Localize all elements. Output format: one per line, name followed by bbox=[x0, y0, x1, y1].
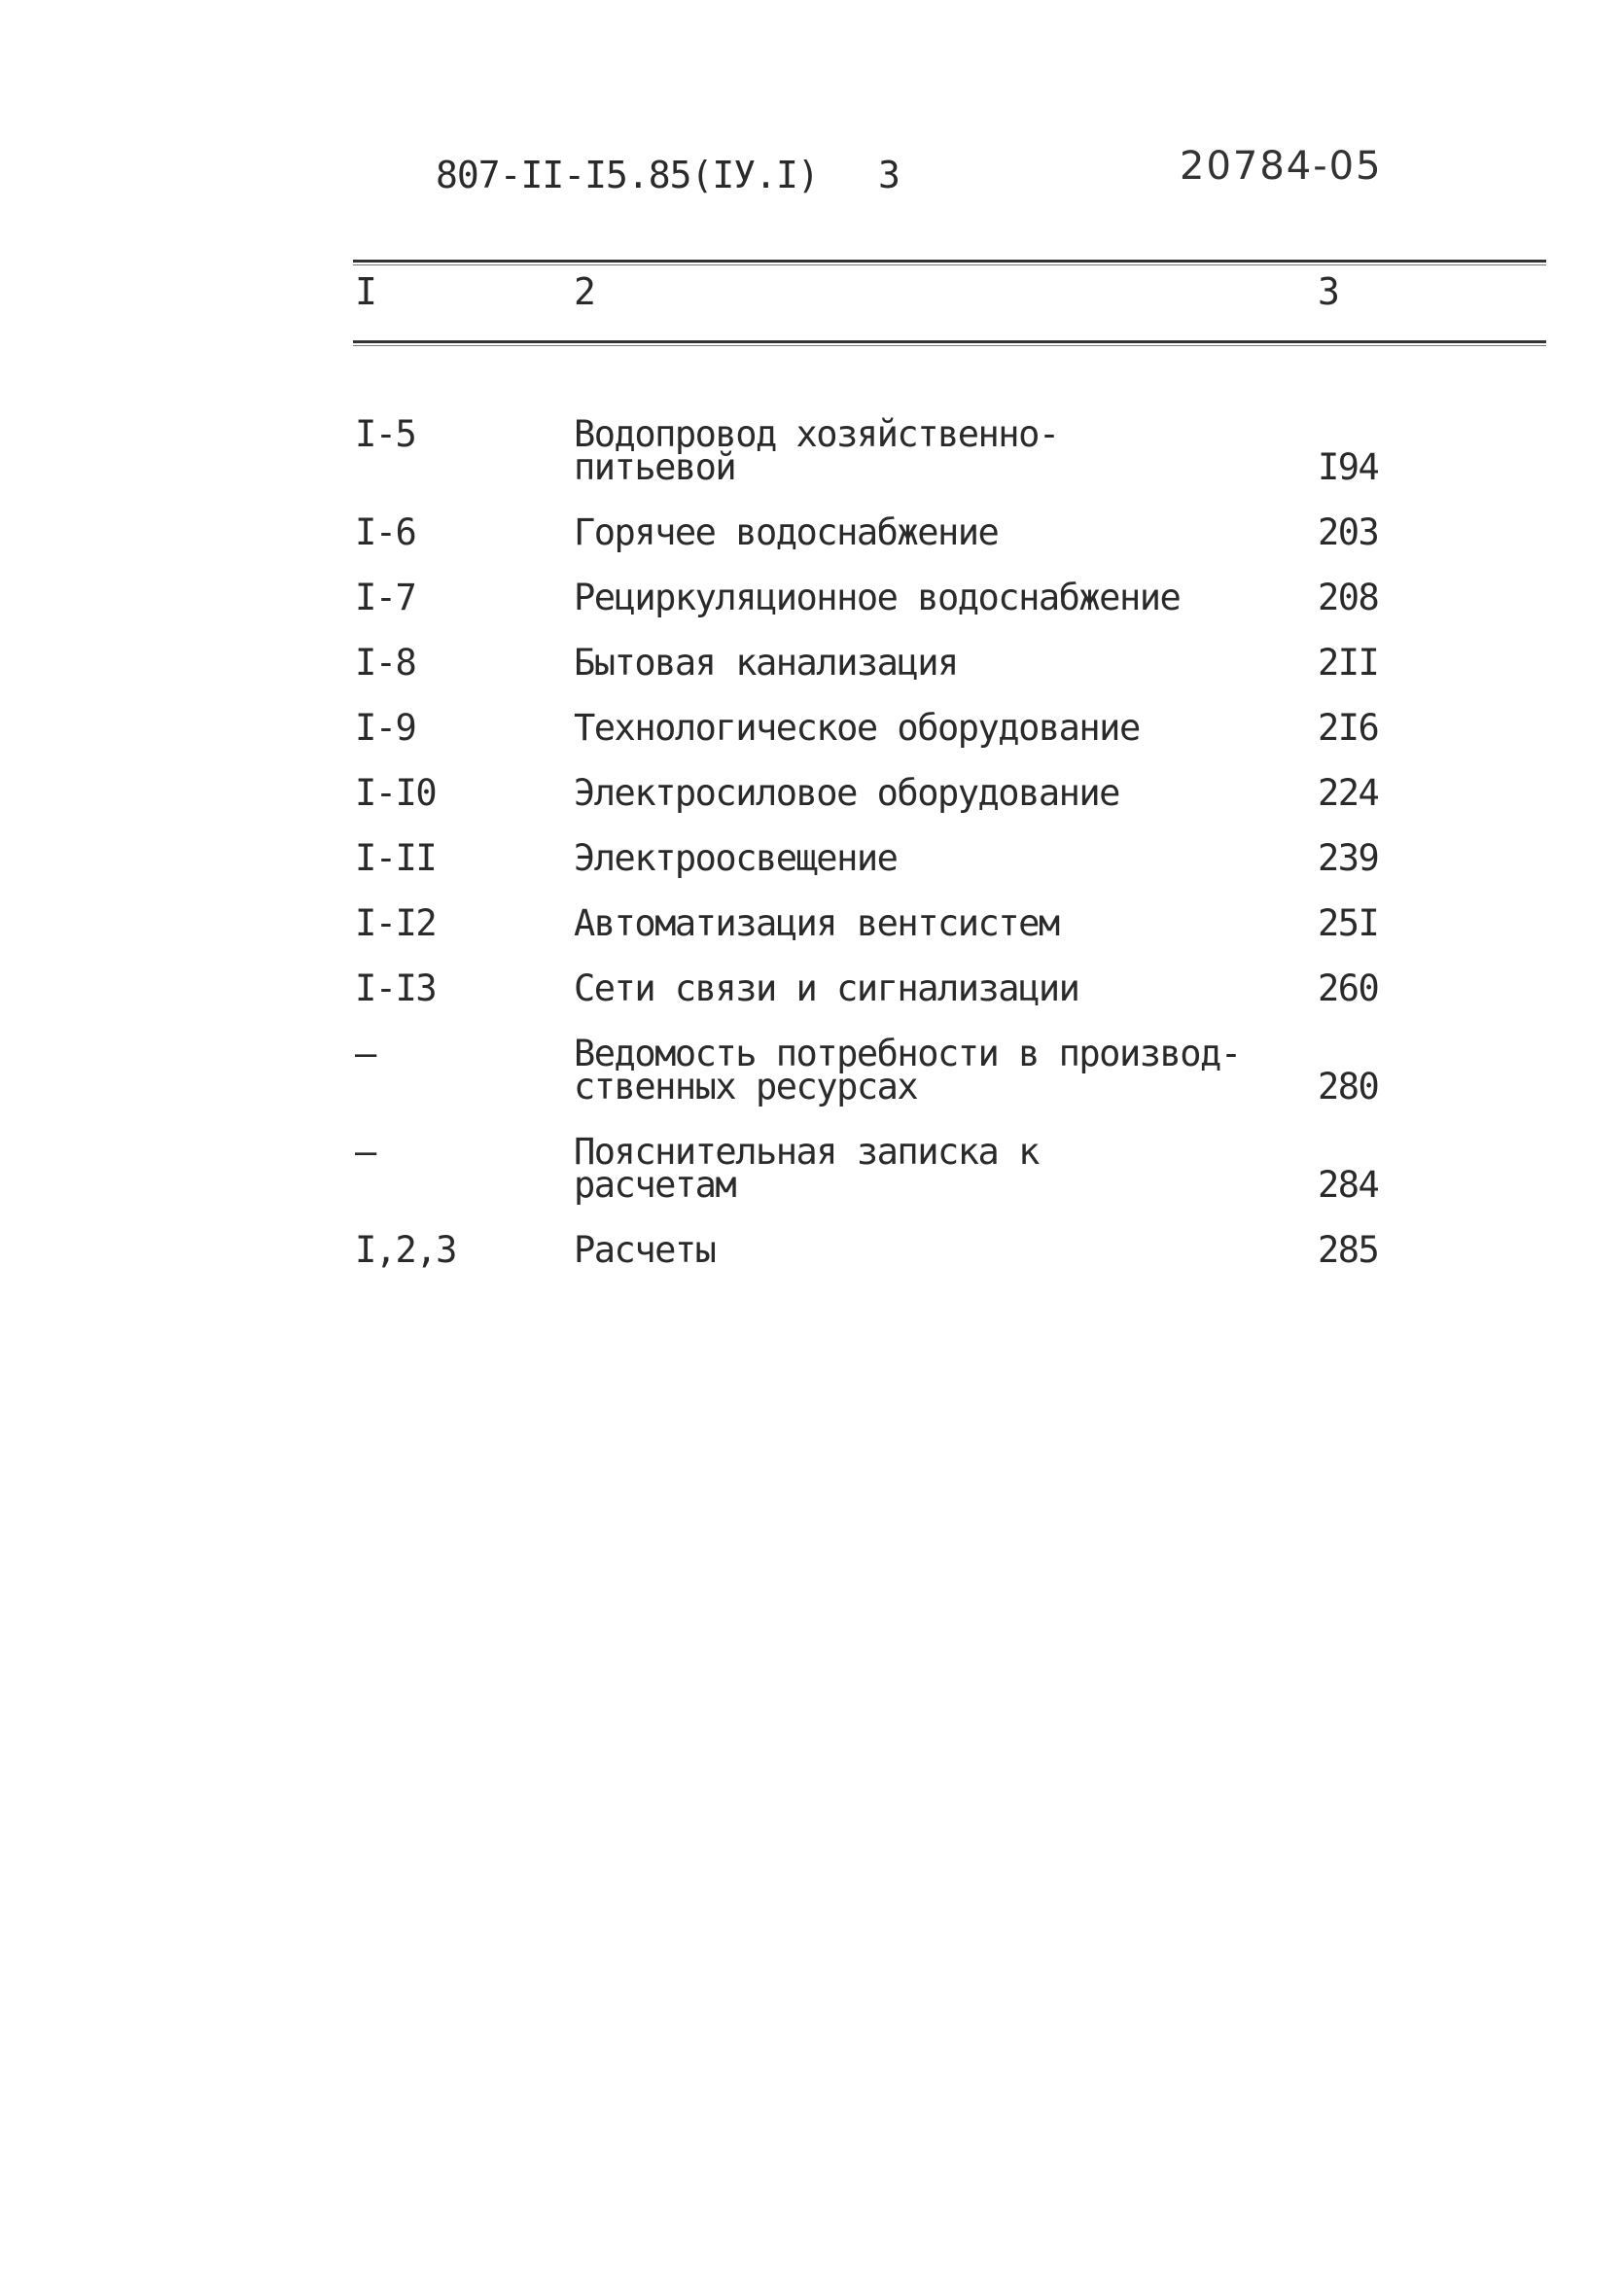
row-title: Водопровод хозяйственно- питьевой bbox=[574, 413, 1059, 488]
row-section-number: I-I2 bbox=[355, 902, 437, 944]
row-title: Электросиловое оборудование bbox=[574, 772, 1119, 814]
row-page-number: 2II bbox=[1318, 642, 1379, 684]
column-header-section: I bbox=[355, 270, 377, 313]
row-title: Расчеты bbox=[574, 1229, 716, 1271]
stamp-number: 20784-05 bbox=[1180, 144, 1383, 189]
row-title: Электроосвещение bbox=[574, 837, 898, 879]
row-title: Автоматизация вентсистем bbox=[574, 902, 1059, 944]
row-title: Пояснительная записка к расчетам bbox=[574, 1131, 1039, 1206]
row-section-number: I-I3 bbox=[355, 967, 437, 1009]
row-section-number: I,2,3 bbox=[355, 1229, 456, 1271]
row-page-number: 284 bbox=[1318, 1164, 1379, 1206]
row-page-number: 203 bbox=[1318, 511, 1379, 553]
table-header-rule bbox=[353, 340, 1546, 343]
row-page-number: 260 bbox=[1318, 967, 1379, 1009]
row-section-number: I-6 bbox=[355, 511, 416, 553]
row-title: Ведомость потребности в производ- ственных ресурсах bbox=[574, 1033, 1241, 1107]
column-header-title: 2 bbox=[574, 270, 596, 313]
row-page-number: 285 bbox=[1318, 1229, 1379, 1271]
row-title: Сети связи и сигнализации bbox=[574, 967, 1079, 1009]
row-page-number: 25I bbox=[1318, 902, 1379, 944]
row-page-number: 239 bbox=[1318, 837, 1379, 879]
row-section-number: – bbox=[355, 1033, 375, 1074]
row-section-number: – bbox=[355, 1131, 375, 1173]
row-title: Рециркуляционное водоснабжение bbox=[574, 577, 1181, 618]
row-section-number: I-8 bbox=[355, 642, 416, 684]
column-header-page: 3 bbox=[1318, 270, 1340, 313]
row-page-number: 280 bbox=[1318, 1066, 1379, 1107]
document-code: 807-II-I5.85(IУ.I) bbox=[436, 154, 819, 196]
table-top-rule-shadow bbox=[353, 264, 1546, 265]
row-section-number: I-I0 bbox=[355, 772, 437, 814]
row-title: Бытовая канализация bbox=[574, 642, 958, 684]
page-number: 3 bbox=[878, 154, 900, 196]
row-section-number: I-9 bbox=[355, 707, 416, 749]
row-title: Технологическое оборудование bbox=[574, 707, 1140, 749]
row-section-number: I-5 bbox=[355, 413, 416, 455]
row-section-number: I-II bbox=[355, 837, 437, 879]
row-page-number: 208 bbox=[1318, 577, 1379, 618]
table-header-rule-shadow bbox=[353, 345, 1546, 346]
row-page-number: I94 bbox=[1318, 446, 1379, 488]
row-page-number: 2I6 bbox=[1318, 707, 1379, 749]
row-page-number: 224 bbox=[1318, 772, 1379, 814]
table-top-rule bbox=[353, 260, 1546, 263]
row-section-number: I-7 bbox=[355, 577, 416, 618]
row-title: Горячее водоснабжение bbox=[574, 511, 999, 553]
